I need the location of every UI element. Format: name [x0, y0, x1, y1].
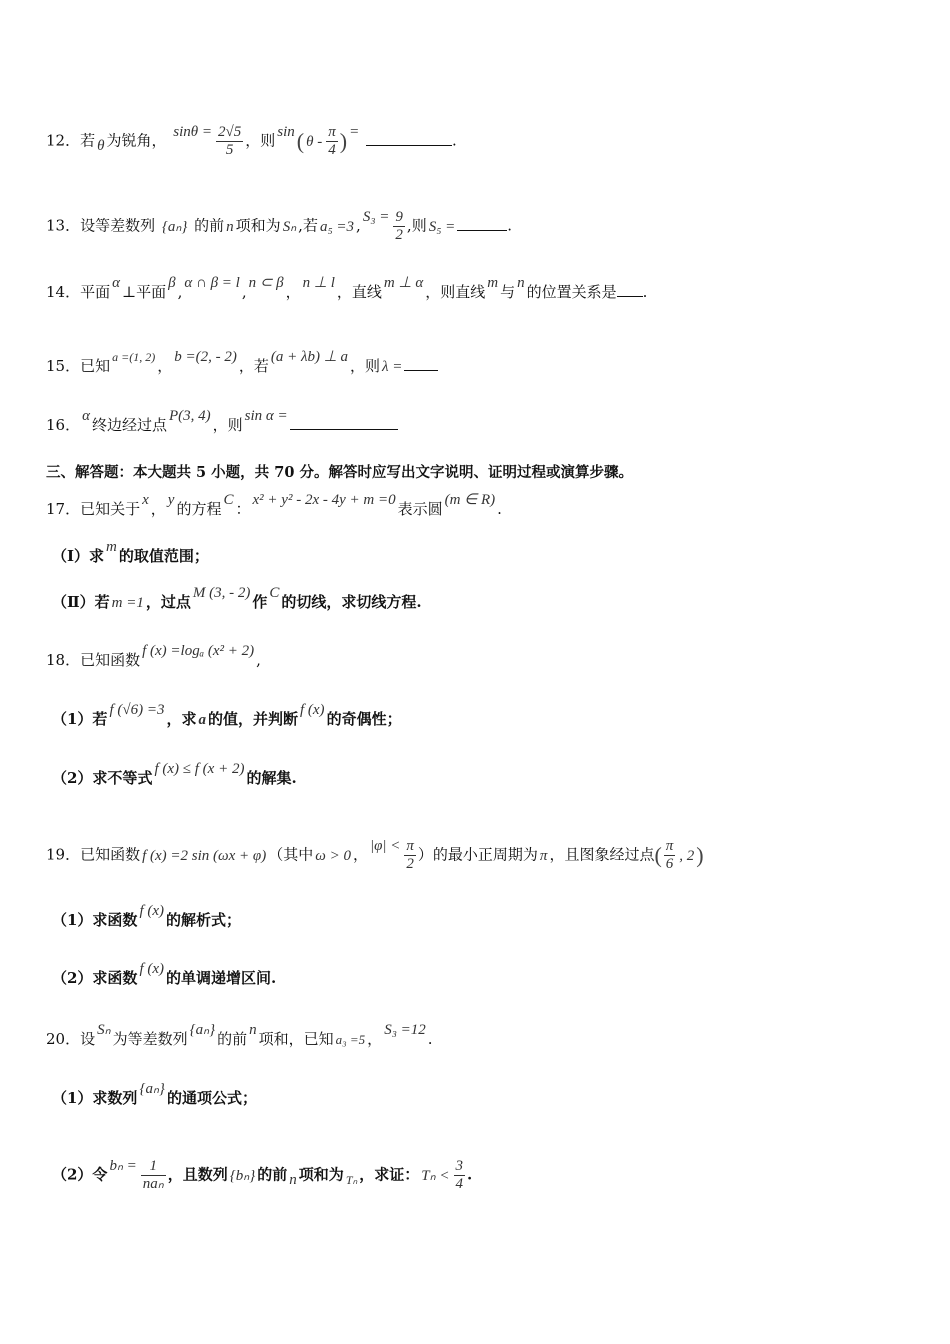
math-vector-b: b =(2, - 2) — [174, 349, 237, 365]
question-17-part-2 — [52, 585, 422, 613]
fraction-denominator: 2 — [395, 227, 403, 243]
math-x: x — [142, 492, 149, 508]
text: 的前 — [194, 216, 225, 235]
math-equals: = — [349, 123, 360, 140]
math-n: n — [249, 1022, 257, 1038]
question-15 — [46, 349, 438, 377]
fraction-numerator: π — [328, 124, 336, 140]
text: 设 — [80, 1030, 96, 1048]
math-fx: f (x) — [139, 961, 165, 977]
math-inequality: f (x) ≤ f (x + 2) — [154, 761, 245, 777]
math-sin: sin — [277, 123, 295, 140]
math-S3: S₃ = — [362, 208, 390, 225]
text: ， — [367, 1030, 383, 1048]
question-number: 12． — [46, 131, 81, 150]
math-Tn-less: Tₙ < — [421, 1167, 450, 1184]
math-sequence-an: {aₙ} — [161, 218, 188, 235]
question-13 — [46, 209, 512, 244]
text: 项和为 — [298, 1165, 344, 1184]
question-18 — [46, 643, 261, 671]
math-perp: n ⊥ l — [302, 275, 335, 291]
math-theta: θ — [97, 137, 105, 154]
math-y: y — [167, 492, 175, 508]
question-number: 20． — [46, 1030, 81, 1048]
math-function-sin: f (x) =2 sin (ωx + φ) — [142, 847, 267, 864]
text: ⊥平面 — [121, 283, 167, 301]
text: 的值，并判断 — [207, 710, 298, 728]
answer-blank[interactable] — [366, 131, 452, 146]
text: ，求证： — [359, 1165, 420, 1184]
text: ， — [285, 283, 301, 301]
math-m: m — [106, 539, 117, 555]
math-sin-theta: sinθ = — [173, 123, 213, 140]
text: . — [452, 131, 457, 150]
math-pi: π — [539, 847, 548, 864]
text: ，若 — [238, 357, 269, 375]
text: , — [256, 651, 261, 669]
fraction-denominator: 4 — [328, 142, 336, 158]
paren-right: ) — [339, 128, 348, 154]
text: ,则 — [406, 216, 427, 235]
math-m: m — [487, 275, 499, 291]
text: ， — [157, 357, 173, 375]
text: ，直线 — [336, 283, 382, 301]
math-phi: |φ| < — [369, 837, 401, 854]
question-12 — [46, 124, 457, 159]
text: 的方程 — [176, 500, 222, 518]
fraction-3-over-4 — [454, 1158, 466, 1193]
text: 的前 — [217, 1030, 248, 1048]
math-beta: β — [168, 275, 176, 291]
text: 的前 — [257, 1165, 288, 1184]
question-20-part-2 — [52, 1158, 472, 1193]
math-n: n — [289, 1171, 297, 1188]
text: 已知关于 — [80, 500, 141, 518]
text: （1）求函数 — [52, 911, 138, 929]
text: ： — [235, 500, 251, 518]
fraction-numerator: 3 — [455, 1158, 463, 1174]
math-Tn: Tₙ — [345, 1172, 358, 1187]
question-number: 19． — [46, 845, 81, 864]
text: （2）令 — [52, 1165, 108, 1184]
text: 的取值范围； — [118, 547, 209, 565]
math-condition: (a + λb) ⊥ a — [270, 349, 349, 365]
question-14 — [46, 275, 648, 303]
math-sin-alpha: sin α = — [244, 408, 288, 424]
fraction-denominator: 4 — [455, 1176, 463, 1192]
fraction-pi-over-2 — [404, 838, 416, 873]
math-Sn: Sₙ — [282, 218, 297, 235]
text: （Ⅰ）求 — [52, 547, 105, 565]
text: （2）求函数 — [52, 969, 138, 987]
text: 项和为 — [235, 216, 281, 235]
text: 的切线，求切线方程. — [281, 593, 422, 611]
question-19-part-2 — [52, 961, 277, 989]
math-a5: a₅ =3 — [319, 218, 355, 235]
text: （1）若 — [52, 710, 108, 728]
text: 终边经过点 — [91, 416, 167, 434]
fraction-numerator: 1 — [141, 1158, 166, 1176]
text: 为锐角， — [106, 131, 167, 150]
text: 的解析式； — [166, 911, 242, 929]
math-S5: S₅ = — [428, 218, 456, 235]
math-alpha: α — [112, 275, 120, 291]
text: . — [467, 1165, 473, 1184]
question-18-part-1 — [52, 702, 402, 730]
question-16 — [46, 408, 398, 436]
fraction-denominator: 5 — [225, 142, 234, 158]
text: 若 — [80, 131, 96, 150]
text: ， — [150, 500, 166, 518]
text: ，则直线 — [425, 283, 486, 301]
question-number: 18． — [46, 651, 81, 669]
answer-blank[interactable] — [290, 415, 398, 430]
math-point-M: M (3, - 2) — [192, 585, 251, 601]
math-a3: a₃ =5 — [335, 1032, 366, 1047]
text: , — [177, 283, 183, 301]
text: 的通项公式； — [166, 1089, 257, 1107]
text: 的单调递增区间. — [166, 969, 277, 987]
text: 已知函数 — [80, 651, 141, 669]
fraction-denominator: 2 — [406, 856, 414, 872]
math-subset: n ⊂ β — [248, 275, 284, 291]
math-alpha: α — [82, 408, 90, 424]
fraction-denominator: naₙ — [142, 1176, 164, 1192]
math-condition: (m ∈ R) — [444, 492, 496, 508]
math-function-log: f (x) =logₐ (x² + 2) — [142, 643, 255, 659]
paren-left: ( — [654, 842, 662, 868]
text: 为等差数列 — [112, 1030, 188, 1048]
math-intersection: α ∩ β = l — [184, 275, 240, 291]
text: 表示圆 — [397, 500, 443, 518]
fraction-denominator: 6 — [665, 856, 674, 872]
text: ）的最小正周期为 — [417, 845, 538, 864]
text: ，且图象经过点 — [549, 845, 655, 864]
text: . — [507, 216, 513, 235]
text: ，则 — [212, 416, 243, 434]
math-theta-minus: θ - — [306, 133, 323, 150]
math-C: C — [269, 585, 280, 601]
math-a: a — [198, 712, 206, 728]
text: （Ⅱ）若 — [52, 593, 110, 611]
math-bn: bₙ = — [109, 1157, 137, 1174]
text: 的位置关系是 — [526, 283, 617, 301]
text: ，求 — [166, 710, 197, 728]
question-18-part-2 — [52, 761, 297, 789]
answer-blank[interactable] — [457, 216, 507, 231]
question-20 — [46, 1022, 433, 1050]
math-lambda: λ = — [382, 359, 403, 375]
fraction-numerator: 2√5 — [218, 124, 242, 140]
text: ，则 — [245, 131, 276, 150]
text: , — [356, 216, 361, 235]
fraction-9-over-2 — [393, 209, 405, 244]
fraction-2sqrt5-over-5 — [216, 124, 243, 159]
question-17 — [46, 492, 502, 520]
text: ,若 — [298, 216, 318, 235]
answer-blank[interactable] — [404, 356, 438, 371]
math-fx: f (x) — [139, 903, 165, 919]
question-number: 13． — [46, 216, 81, 235]
text: 的解集. — [246, 769, 297, 787]
math-sequence-an: {aₙ} — [139, 1081, 165, 1097]
text: 已知函数 — [80, 845, 141, 864]
fraction-numerator: 9 — [395, 209, 403, 225]
text: 设等差数列 — [80, 216, 156, 235]
text: （2）求不等式 — [52, 769, 153, 787]
text: . — [642, 283, 648, 301]
text: ，则 — [350, 357, 381, 375]
text: 的奇偶性； — [326, 710, 402, 728]
question-20-part-1 — [52, 1081, 257, 1109]
math-C: C — [223, 492, 234, 508]
text: , — [241, 283, 247, 301]
answer-blank[interactable] — [617, 282, 643, 297]
text: . — [497, 500, 502, 518]
section-heading: 三、解答题：本大题共 5 小题，共 70 分。解答时应写出文字说明、证明过程或演算步骤。 — [46, 464, 633, 481]
math-S3: S₃ =12 — [384, 1022, 426, 1038]
question-19-part-1 — [52, 903, 242, 931]
math-fx: f (x) — [299, 702, 325, 718]
fraction-1-over-nan — [141, 1158, 166, 1193]
question-number: 15． — [46, 357, 81, 375]
math-n: n — [517, 275, 525, 291]
paren-right: ) — [696, 842, 704, 868]
text: 与 — [500, 283, 516, 301]
math-omega: ω > 0 — [315, 847, 351, 864]
question-17-part-1 — [52, 539, 209, 567]
math-Sn: Sₙ — [97, 1022, 111, 1038]
math-m-equals-1: m =1 — [111, 595, 144, 611]
math-vector-a: a =(1, 2) — [112, 350, 156, 364]
text: ，过点 — [145, 593, 191, 611]
text: . — [427, 1030, 433, 1048]
math-sequence-an: {aₙ} — [189, 1022, 216, 1038]
text: ， — [352, 845, 368, 864]
fraction-pi-over-4 — [326, 124, 338, 159]
text: 已知 — [80, 357, 111, 375]
fraction-pi-over-6 — [664, 838, 676, 873]
math-n: n — [226, 218, 234, 235]
text: ，且数列 — [167, 1165, 228, 1184]
math-f-sqrt6: f (√6) =3 — [109, 702, 165, 718]
question-number: 17． — [46, 500, 81, 518]
text: 平面 — [80, 283, 111, 301]
math-circle-equation: x² + y² - 2x - 4y + m =0 — [252, 492, 396, 508]
text: （其中 — [268, 845, 314, 864]
question-number: 14． — [46, 283, 81, 301]
text: 项和，已知 — [258, 1030, 334, 1048]
math-point-y: , 2 — [679, 847, 695, 864]
math-perp-alpha: m ⊥ α — [383, 275, 424, 291]
fraction-numerator: π — [665, 838, 674, 854]
question-19 — [46, 838, 704, 873]
text: （1）求数列 — [52, 1089, 138, 1107]
text: 作 — [252, 593, 268, 611]
question-number: 16． — [46, 416, 81, 434]
fraction-numerator: π — [406, 838, 414, 854]
math-sequence-bn: {bₙ} — [229, 1167, 256, 1184]
paren-left: ( — [296, 128, 305, 154]
math-point-P: P(3, 4) — [168, 408, 211, 424]
